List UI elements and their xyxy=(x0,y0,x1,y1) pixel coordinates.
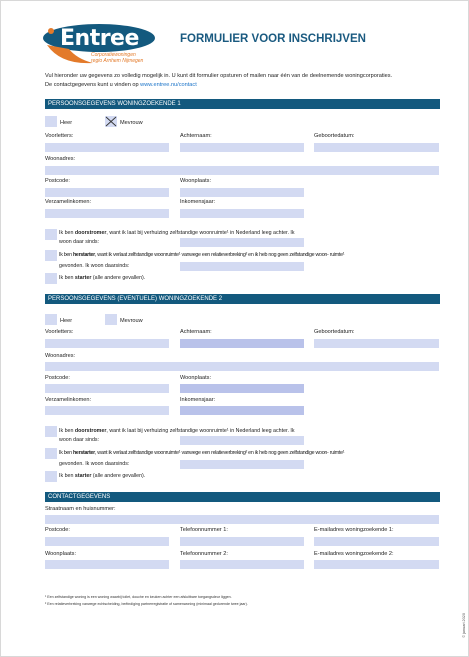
s3-email1-input[interactable] xyxy=(314,537,439,546)
s2-voorletters-label: Voorletters: xyxy=(45,329,74,335)
s1-voorletters-label: Voorletters: xyxy=(45,133,74,139)
contact-link[interactable]: www.entree.nu/contact xyxy=(140,82,197,88)
s1-woonplaats-label: Woonplaats: xyxy=(180,178,211,184)
s3-woonplaats-input[interactable] xyxy=(45,560,169,569)
s2-herstarter-sinds-input[interactable] xyxy=(180,460,304,469)
s1-starter-text: Ik ben starter (alle andere gevallen). xyxy=(59,275,146,281)
s1-verzamelinkomen-input[interactable] xyxy=(45,209,169,218)
s3-postcode-input[interactable] xyxy=(45,537,169,546)
s1-inkomensjaar-label: Inkomensjaar: xyxy=(180,199,216,205)
checked-cross-icon xyxy=(105,116,117,127)
s2-starter-checkbox[interactable] xyxy=(45,471,57,482)
s2-herstarter-text: Ik ben herstarter, want ik verlaat zelfstandige woonruimte¹ vanwege een relatieverbreking² en ik heb nog geen zelfstandige woon- ruimte¹ xyxy=(59,450,345,456)
s1-doorstromer-sinds-label: woon daar sinds: xyxy=(59,239,100,245)
s1-doorstromer-text: Ik ben doorstromer, want ik laat bij verhuizing zelfstandige woonruimte¹ in Nederland leeg achter. Ik xyxy=(59,230,295,236)
s1-woonadres-input[interactable] xyxy=(45,166,439,175)
s2-geboortedatum-label: Geboortedatum: xyxy=(314,329,355,335)
s2-verzamelinkomen-label: Verzamelinkomen: xyxy=(45,397,92,403)
s3-telefoon2-input[interactable] xyxy=(180,560,304,569)
s2-doorstromer-checkbox[interactable] xyxy=(45,426,57,437)
intro-line-2-text: De contactgegevens kunt u vinden op xyxy=(45,82,141,88)
intro-line-1: Vul hieronder uw gegevens zo volledig mogelijk in. U kunt dit formulier opsturen of mailen naar één van de deelnemende woningcorporaties. xyxy=(45,73,393,79)
s1-woonadres-label: Woonadres: xyxy=(45,156,76,162)
section-1-header: PERSOONSGEGEVENS WONINGZOEKENDE 1 xyxy=(45,99,440,109)
s2-verzamelinkomen-input[interactable] xyxy=(45,406,169,415)
s2-woonadres-input[interactable] xyxy=(45,362,439,371)
s3-postcode-label: Postcode: xyxy=(45,527,70,533)
s1-heer-label: Heer xyxy=(60,120,73,126)
s3-telefoon1-input[interactable] xyxy=(180,537,304,546)
s2-achternaam-label: Achternaam: xyxy=(180,329,212,335)
s2-woonadres-label: Woonadres: xyxy=(45,353,76,359)
logo-tagline-1: Corporatiewoningen xyxy=(91,52,136,58)
intro-line-2 xyxy=(45,82,197,88)
s3-woonplaats-label: Woonplaats: xyxy=(45,551,76,557)
s1-postcode-label: Postcode: xyxy=(45,178,70,184)
s3-email2-input[interactable] xyxy=(314,560,439,569)
s1-mevrouw-checkbox[interactable] xyxy=(105,116,117,127)
s2-voorletters-input[interactable] xyxy=(45,339,169,348)
s1-heer-checkbox[interactable] xyxy=(45,116,57,127)
s1-herstarter-sinds-input[interactable] xyxy=(180,262,304,271)
s1-geboortedatum-label: Geboortedatum: xyxy=(314,133,355,139)
section-2-header: PERSOONSGEGEVENS (EVENTUELE) WONINGZOEKENDE 2 xyxy=(45,294,440,304)
s1-voorletters-input[interactable] xyxy=(45,143,169,152)
footnote-1: ¹ Een zelfstandige woning is een woning waarbij toilet, douche en keuken achter een afsluitbare toegangsdeur liggen. xyxy=(45,595,232,599)
s2-herstarter-checkbox[interactable] xyxy=(45,448,57,459)
logo-wordmark: Entree xyxy=(60,26,139,51)
s1-herstarter-checkbox[interactable] xyxy=(45,250,57,261)
s2-mevrouw-label: Mevrouw xyxy=(120,318,143,324)
s2-woonplaats-label: Woonplaats: xyxy=(180,375,211,381)
s2-heer-label: Heer xyxy=(60,318,73,324)
s1-achternaam-label: Achternaam: xyxy=(180,133,212,139)
s1-starter-checkbox[interactable] xyxy=(45,273,57,284)
s2-postcode-input[interactable] xyxy=(45,384,169,393)
section-3-header: CONTACTGEGEVENS xyxy=(45,492,440,502)
footnote-2: ² Een relatieverbreking vanwege echtscheiding, beëindiging partnerregistratie of samenwoning (minimaal gedurende twee jaar). xyxy=(45,602,248,606)
s3-email2-label: E-mailadres woningzoekende 2: xyxy=(314,551,394,557)
s2-doorstromer-sinds-input[interactable] xyxy=(180,436,304,445)
s3-telefoon2-label: Telefoonnummer 2: xyxy=(180,551,228,557)
s3-telefoon1-label: Telefoonnummer 1: xyxy=(180,527,228,533)
s1-mevrouw-label: Mevrouw xyxy=(120,120,143,126)
s2-postcode-label: Postcode: xyxy=(45,375,70,381)
s2-doorstromer-sinds-label: woon daar sinds: xyxy=(59,437,100,443)
s3-straatnaam-label: Straatnaam en huisnummer: xyxy=(45,506,116,512)
s2-mevrouw-checkbox[interactable] xyxy=(105,314,117,325)
s2-heer-checkbox[interactable] xyxy=(45,314,57,325)
s2-starter-text: Ik ben starter (alle andere gevallen). xyxy=(59,473,146,479)
s1-herstarter-text: Ik ben herstarter, want ik verlaat zelfstandige woonruimte¹ vanwege een relatieverbreking² en ik heb nog geen zelfstandige woon- ruimte¹ xyxy=(59,252,345,258)
s2-inkomensjaar-label: Inkomensjaar: xyxy=(180,397,216,403)
s2-doorstromer-text: Ik ben doorstromer, want ik laat bij verhuizing zelfstandige woonruimte¹ in Nederland leeg achter. Ik xyxy=(59,428,295,434)
s2-inkomensjaar-input[interactable] xyxy=(180,406,304,415)
page-title: FORMULIER VOOR INSCHRIJVEN xyxy=(180,33,366,45)
s1-verzamelinkomen-label: Verzamelinkomen: xyxy=(45,199,92,205)
logo-tagline-2: regio Arnhem Nijmegen xyxy=(91,58,144,64)
s1-doorstromer-sinds-input[interactable] xyxy=(180,238,304,247)
s1-herstarter-sinds-label: gevonden. Ik woon daarsinds: xyxy=(59,263,130,269)
s1-postcode-input[interactable] xyxy=(45,188,169,197)
s2-woonplaats-input[interactable] xyxy=(180,384,304,393)
s1-woonplaats-input[interactable] xyxy=(180,188,304,197)
s1-achternaam-input[interactable] xyxy=(180,143,304,152)
s2-geboortedatum-input[interactable] xyxy=(314,339,439,348)
s2-achternaam-input[interactable] xyxy=(180,339,304,348)
s2-herstarter-sinds-label: gevonden. Ik woon daarsinds: xyxy=(59,461,130,467)
s1-geboortedatum-input[interactable] xyxy=(314,143,439,152)
s1-doorstromer-checkbox[interactable] xyxy=(45,229,57,240)
entree-logo xyxy=(41,23,176,67)
copyright-text: © januari 2020 xyxy=(462,613,466,638)
s3-email1-label: E-mailadres woningzoekende 1: xyxy=(314,527,394,533)
s1-inkomensjaar-input[interactable] xyxy=(180,209,304,218)
s3-straatnaam-input[interactable] xyxy=(45,515,439,524)
